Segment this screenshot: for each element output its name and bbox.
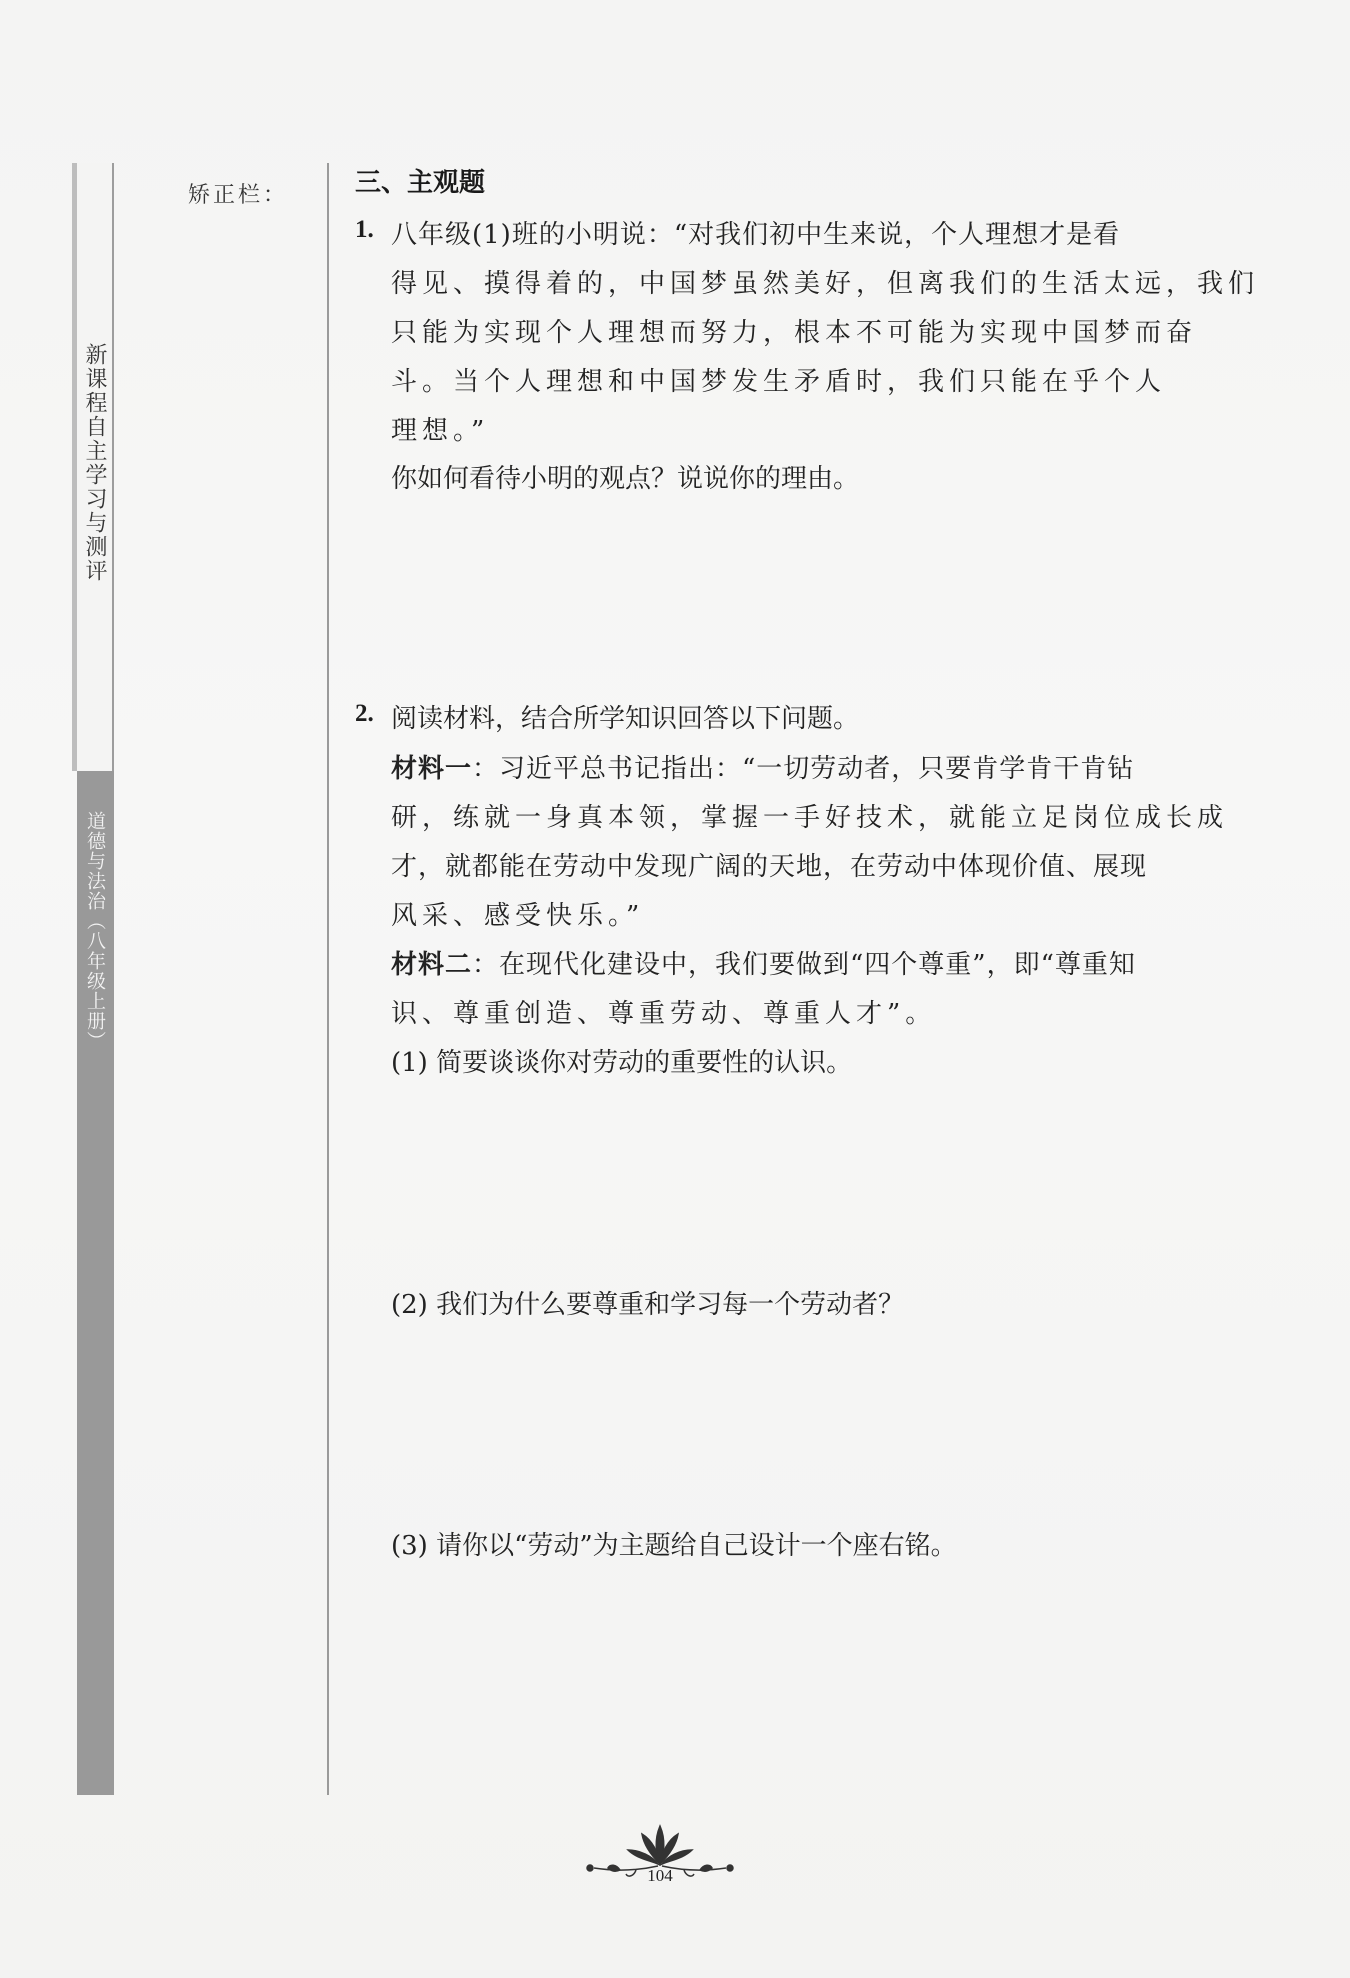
material-1-text-1: ：习近平总书记指出：“一切劳动者，只要肯学肯干肯钻 bbox=[472, 754, 1135, 784]
spine-series-strip bbox=[72, 163, 114, 771]
correction-column-divider bbox=[327, 163, 329, 1795]
question-1-number: 1. bbox=[355, 216, 374, 243]
series-title: 新课程自主学习与测评 bbox=[82, 343, 107, 583]
subquestion-1: (1) 简要谈谈你对劳动的重要性的认识。 bbox=[391, 1048, 853, 1078]
subquestion-3: (3) 请你以“劳动”为主题给自己设计一个座右铭。 bbox=[391, 1531, 957, 1561]
subquestion-2: (2) 我们为什么要尊重和学习每一个劳动者？ bbox=[391, 1290, 905, 1320]
material-1-line-3: 才，就都能在劳动中发现广阔的天地，在劳动中体现价值、展现 bbox=[391, 852, 1148, 882]
page-number: 104 bbox=[647, 1866, 673, 1885]
section-title: 三、主观题 bbox=[355, 168, 486, 198]
material-1-label: 材料一 bbox=[391, 754, 473, 784]
book-title: 道德与法治（八年级上册） bbox=[84, 811, 106, 1051]
material-2-line-1 bbox=[391, 944, 1136, 981]
question-1-line-4: 斗。当个人理想和中国梦发生矛盾时，我们只能在乎个人 bbox=[391, 367, 1167, 397]
question-1-line-3: 只能为实现个人理想而努力，根本不可能为实现中国梦而奋 bbox=[391, 318, 1198, 348]
material-2-text-1: ：在现代化建设中，我们要做到“四个尊重”，即“尊重知 bbox=[472, 950, 1136, 980]
question-2-number: 2. bbox=[355, 700, 374, 727]
question-1-line-1: 八年级(1)班的小明说：“对我们初中生来说，个人理想才是看 bbox=[391, 220, 1121, 250]
question-1-line-5: 理想。” bbox=[391, 416, 490, 446]
question-1-prompt: 你如何看待小明的观点？说说你的理由。 bbox=[391, 464, 860, 494]
material-1-line-1 bbox=[391, 748, 1134, 785]
question-1-line-2: 得见、摸得着的，中国梦虽然美好，但离我们的生活太远，我们 bbox=[391, 269, 1260, 299]
spine-book-strip bbox=[77, 771, 114, 1795]
material-2-label: 材料二 bbox=[391, 950, 473, 980]
material-1-line-4: 风采、感受快乐。” bbox=[391, 901, 645, 931]
question-2-intro: 阅读材料，结合所学知识回答以下问题。 bbox=[391, 704, 860, 734]
material-2-line-2: 识、尊重创造、尊重劳动、尊重人才”。 bbox=[391, 999, 937, 1029]
correction-column-label: 矫正栏： bbox=[188, 183, 289, 208]
material-1-line-2: 研，练就一身真本领，掌握一手好技术，就能立足岗位成长成 bbox=[391, 803, 1229, 833]
